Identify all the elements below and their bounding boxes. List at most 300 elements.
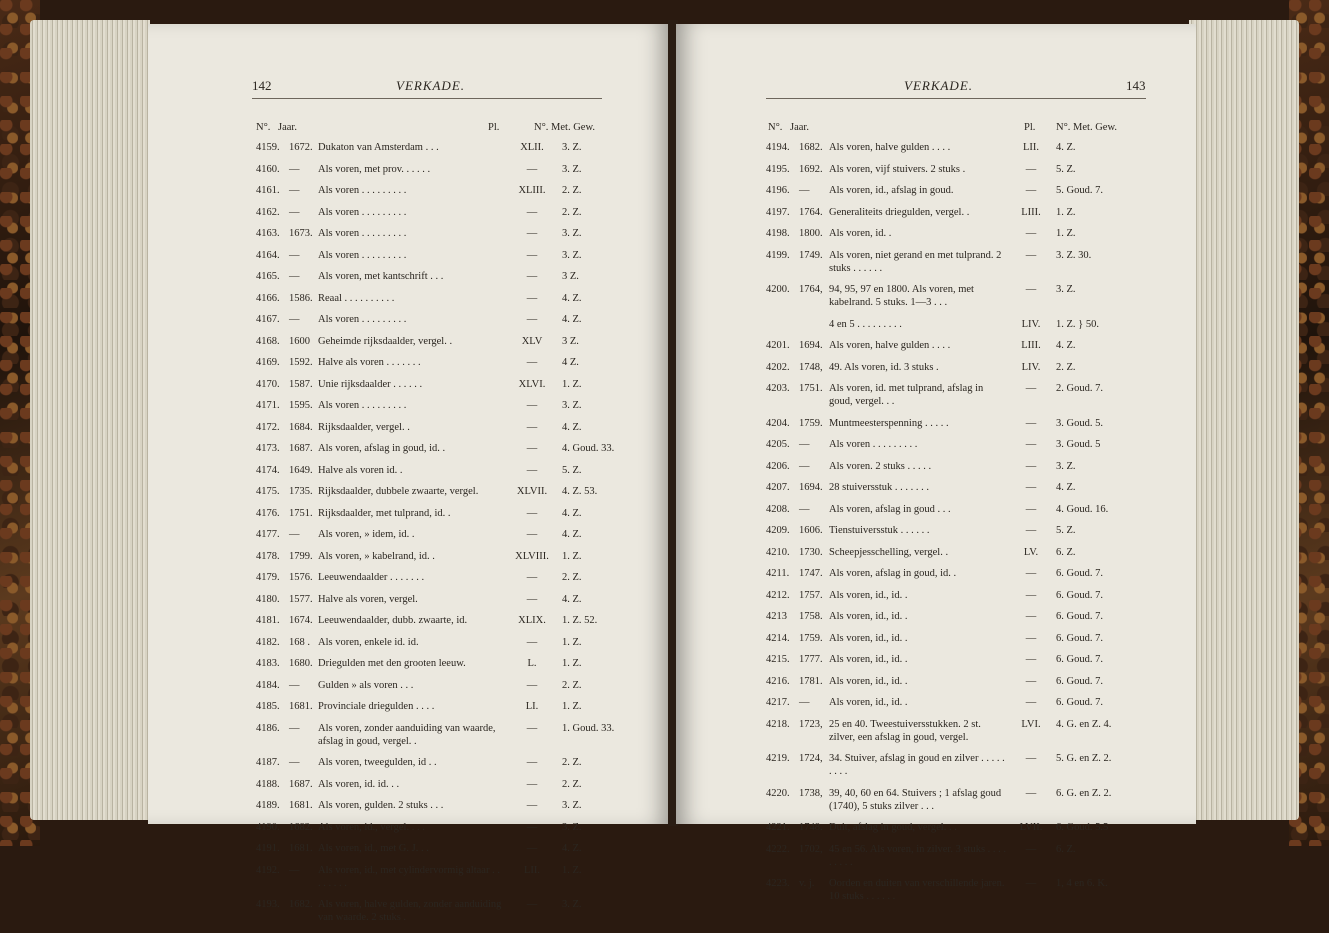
- entry-plate: LII.: [523, 864, 541, 876]
- entry-description: Als voren, » kabelrand, id. .: [318, 550, 435, 562]
- header-no-met-gew: N°. Met. Gew.: [1056, 122, 1117, 133]
- entry-plate: XLV: [521, 335, 543, 347]
- entry-no-metal-weight: 3. Z.: [562, 228, 582, 239]
- entry-no-metal-weight: 4. Z.: [1056, 340, 1076, 351]
- page-number: 143: [1126, 78, 1146, 93]
- entry-description: Als voren, tweegulden, id . .: [318, 757, 437, 768]
- entry-plate: XLVIII.: [515, 550, 549, 562]
- entry-no-metal-weight: 6. Goud. 7.: [1056, 654, 1103, 665]
- entry-number: 4177.: [256, 529, 280, 540]
- entry-number: 4217.: [766, 697, 790, 708]
- catalog-entry: [766, 632, 1146, 645]
- entry-year: —: [289, 757, 300, 768]
- entry-no-metal-weight: 5. Z.: [562, 464, 582, 476]
- entry-year: 1649.: [289, 464, 313, 476]
- entry-description: Oorden en duiten van verschillende jaren. 10 stuks . . . . . .: [829, 878, 1005, 902]
- entry-no-metal-weight: 4. Z.: [562, 421, 582, 433]
- entry-no-metal-weight: 2. Z.: [1056, 361, 1076, 373]
- entry-no-metal-weight: 1. Z. 52.: [562, 615, 598, 626]
- entry-description: Muntmeesterspenning . . . . .: [829, 417, 949, 429]
- entry-number: 4168.: [256, 335, 280, 347]
- entry-description: Als voren, id., id. .: [829, 675, 908, 687]
- entry-year: 1764,: [799, 284, 823, 295]
- catalog-entry: [256, 550, 626, 563]
- entry-no-metal-weight: 1. Z.: [562, 701, 582, 712]
- entry-number: 4211.: [766, 568, 790, 579]
- entry-plate: —: [526, 507, 538, 519]
- entry-plate: —: [526, 778, 538, 790]
- entry-description: Als voren, » idem, id. .: [318, 529, 415, 540]
- entry-description: Leeuwendaalder, dubb. zwaarte, id.: [318, 615, 468, 626]
- entry-plate: —: [1025, 482, 1037, 493]
- page-number: 142: [252, 78, 272, 93]
- catalog-entry: [766, 843, 1146, 869]
- entry-number: 4175.: [256, 486, 280, 497]
- entry-description: Als voren, id., id. .: [829, 632, 908, 644]
- entry-number: 4186.: [256, 722, 280, 734]
- entry-year: 1687.: [289, 443, 313, 454]
- entry-no-metal-weight: 1. Z.: [562, 550, 582, 562]
- entry-plate: —: [526, 757, 538, 768]
- entry-plate: —: [526, 800, 538, 811]
- entry-year: 1723,: [799, 718, 823, 730]
- entry-no-metal-weight: 3. Z.: [562, 249, 582, 261]
- entry-no-metal-weight: 4. G. en Z. 4.: [1056, 718, 1112, 730]
- entry-no-metal-weight: 6. Z.: [1056, 546, 1076, 558]
- catalog-entry: [256, 756, 626, 769]
- header-pl: Pl.: [488, 122, 500, 133]
- entry-description: Als voren, id., afslag in goud.: [829, 185, 954, 196]
- entry-description: Halve als voren . . . . . . .: [318, 357, 421, 368]
- entry-no-metal-weight: 4. Z.: [562, 314, 582, 325]
- catalog-entry: [766, 718, 1146, 744]
- entry-year: 1748.: [799, 822, 823, 833]
- entry-plate: LV.: [1023, 546, 1039, 558]
- entry-year: 1682.: [289, 821, 313, 833]
- entry-description: Als voren, id., id. .: [829, 589, 908, 601]
- entry-description: 34. Stuiver, afslag in goud en zilver . . . . . . . . .: [829, 753, 1005, 777]
- entry-description: Als voren. 2 stuks . . . . .: [829, 460, 932, 472]
- entry-plate: —: [1025, 654, 1037, 665]
- entry-no-metal-weight: 1. Z.: [562, 378, 582, 390]
- entry-no-metal-weight: 6. Goud. 7.: [1056, 697, 1103, 708]
- catalog-entry: [256, 378, 626, 391]
- entry-number: 4165.: [256, 271, 280, 282]
- entry-description: Als voren, id., met cylindervormig altaar . . . . . . . .: [318, 864, 500, 889]
- entry-year: 1748,: [799, 361, 823, 373]
- entry-number: 4159.: [256, 142, 280, 153]
- catalog-entry: [256, 507, 626, 520]
- entry-plate: LIV.: [1021, 318, 1041, 330]
- catalog-entry: [256, 679, 626, 692]
- entry-no-metal-weight: 2. Z.: [562, 778, 582, 790]
- entry-plate: —: [526, 206, 538, 218]
- entry-number: 4215.: [766, 654, 790, 665]
- catalog-entry: [766, 460, 1146, 473]
- entry-year: 1673.: [289, 228, 313, 239]
- entry-description: Als voren, id., vergel. . . .: [318, 821, 425, 833]
- entry-no-metal-weight: 6. Goud. 7.: [1056, 589, 1103, 601]
- entry-year: 1777.: [799, 654, 823, 665]
- entry-plate: XLIII.: [518, 185, 546, 196]
- header-year: Jaar.: [790, 122, 809, 133]
- entry-no-metal-weight: 2. Z.: [562, 679, 582, 691]
- entry-number: 4166.: [256, 292, 280, 304]
- catalog-entry: [766, 417, 1146, 430]
- entry-plate: LI.: [525, 701, 539, 712]
- catalog-entry: [256, 464, 626, 477]
- entry-number: 4184.: [256, 679, 280, 691]
- catalog-entry: [766, 653, 1146, 666]
- entry-no-metal-weight: 3. Z. 30.: [1056, 249, 1092, 261]
- entry-number: 4212.: [766, 589, 790, 601]
- entry-no-metal-weight: 1. Z.: [562, 658, 582, 669]
- catalog-entry: [766, 589, 1146, 602]
- catalog-entry: [766, 752, 1146, 778]
- entry-number: 4193.: [256, 899, 280, 910]
- catalog-entry: [766, 610, 1146, 623]
- entry-plate: —: [526, 292, 538, 304]
- entry-plate: —: [1025, 439, 1037, 450]
- header-year: Jaar.: [278, 122, 297, 133]
- catalog-entry: [256, 485, 626, 498]
- entry-year: —: [289, 314, 300, 325]
- entry-plate: —: [526, 464, 538, 476]
- page-edges-right: [1189, 20, 1299, 820]
- catalog-entry: [766, 503, 1146, 516]
- entry-number: 4219.: [766, 753, 790, 764]
- entry-year: 1757.: [799, 589, 823, 601]
- running-head: VERKADE.: [904, 78, 974, 93]
- catalog-entry: [256, 421, 626, 434]
- entry-number: 4182.: [256, 636, 280, 648]
- entry-number: 4198.: [766, 228, 790, 239]
- entry-description: Generaliteits driegulden, vergel. .: [829, 206, 970, 218]
- catalog-entry: [766, 361, 1146, 374]
- entry-number: 4162.: [256, 206, 280, 218]
- entry-no-metal-weight: 2. Z.: [562, 206, 582, 218]
- entry-description: Rijksdaalder, met tulprand, id. .: [318, 507, 451, 519]
- right-page: [676, 24, 1196, 902]
- entry-number: 4213: [766, 611, 787, 622]
- entry-year: 1730.: [799, 546, 823, 558]
- left-page: [148, 24, 670, 923]
- catalog-entry: [256, 778, 626, 791]
- catalog-entry: [766, 339, 1146, 352]
- running-head: VERKADE.: [396, 78, 466, 93]
- entry-plate: LII.: [1022, 142, 1040, 153]
- entry-year: 1606.: [799, 525, 823, 536]
- catalog-entry: [256, 442, 626, 455]
- entry-no-metal-weight: 3. Z.: [1056, 284, 1076, 295]
- entry-description: Halve als voren id. .: [318, 464, 403, 476]
- entry-description: Reaal . . . . . . . . . .: [318, 292, 395, 304]
- header-no-met-gew: N°. Met. Gew.: [534, 122, 595, 133]
- entry-plate: —: [1025, 675, 1037, 687]
- entry-plate: LVI.: [1021, 718, 1041, 730]
- entry-no-metal-weight: 4. Z.: [562, 843, 582, 854]
- entry-number: 4172.: [256, 421, 280, 433]
- entry-number: 4214.: [766, 632, 790, 644]
- entry-year: 1682.: [289, 899, 313, 910]
- entry-year: 1681.: [289, 843, 313, 854]
- entry-year: 1592.: [289, 357, 313, 368]
- entry-plate: —: [526, 722, 538, 734]
- entry-no-metal-weight: 3. Z.: [562, 400, 582, 411]
- entry-description: Als voren, id., id. .: [829, 611, 908, 622]
- column-headers: [256, 122, 616, 136]
- entry-plate: —: [526, 228, 538, 239]
- entry-number: 4183.: [256, 658, 280, 669]
- entry-no-metal-weight: 1. Z.: [1056, 206, 1076, 218]
- catalog-entry: [766, 787, 1146, 813]
- entry-number: 4161.: [256, 185, 280, 196]
- entry-year: 1702,: [799, 843, 823, 855]
- entry-number: 4202.: [766, 361, 790, 373]
- entry-plate: —: [1025, 589, 1037, 601]
- entry-year: 1751.: [289, 507, 313, 519]
- entry-year: —: [799, 185, 810, 196]
- entry-description: Als voren . . . . . . . . .: [318, 314, 407, 325]
- entry-no-metal-weight: 2. Z.: [562, 185, 582, 196]
- entry-year: —: [289, 722, 300, 734]
- entry-no-metal-weight: 6. Z.: [1056, 843, 1076, 855]
- entry-list: [766, 141, 1146, 912]
- catalog-entry: [256, 657, 626, 670]
- entry-number: 4205.: [766, 439, 790, 450]
- entry-description: Als voren . . . . . . . . .: [318, 206, 407, 218]
- entry-plate: L.: [527, 658, 537, 669]
- entry-description: Als voren, vijf stuivers. 2 stuks .: [829, 163, 966, 175]
- entry-no-metal-weight: 2. Z.: [562, 757, 582, 768]
- entry-no-metal-weight: 3 Z.: [562, 271, 579, 282]
- entry-plate: —: [1025, 228, 1037, 239]
- entry-description: Als voren, halve gulden . . . .: [829, 340, 951, 351]
- catalog-entry: [766, 382, 1146, 408]
- entry-no-metal-weight: 1, 4 en 6. K.: [1056, 878, 1108, 889]
- entry-description: Als voren, enkele id. id.: [318, 636, 419, 648]
- entry-plate: —: [526, 679, 538, 691]
- entry-year: 1738,: [799, 787, 823, 799]
- entry-plate: —: [526, 249, 538, 261]
- entry-description: Als voren, id., id. .: [829, 654, 908, 665]
- catalog-entry: [256, 313, 626, 326]
- entry-number: 4169.: [256, 357, 280, 368]
- entry-number: 4188.: [256, 778, 280, 790]
- entry-description: Provinciale driegulden . . . .: [318, 701, 435, 712]
- entry-no-metal-weight: 5. Z.: [1056, 525, 1076, 536]
- catalog-entry: [256, 335, 626, 348]
- entry-description: Tienstuiversstuk . . . . . .: [829, 525, 930, 536]
- entry-plate: —: [526, 443, 538, 454]
- catalog-entry: [256, 399, 626, 412]
- entry-number: 4164.: [256, 249, 280, 261]
- catalog-entry: [766, 821, 1146, 834]
- entry-plate: —: [1025, 185, 1037, 196]
- entry-plate: —: [1025, 284, 1037, 295]
- entry-no-metal-weight: 1. Z.: [562, 864, 582, 876]
- entry-no-metal-weight: 4. Z.: [1056, 482, 1076, 493]
- catalog-entry: [256, 571, 626, 584]
- entry-number: 4189.: [256, 800, 280, 811]
- entry-description: Geheimde rijksdaalder, vergel. .: [318, 335, 453, 347]
- entry-description: Gulden » als voren . . .: [318, 679, 414, 691]
- entry-number: 4207.: [766, 482, 790, 493]
- entry-no-metal-weight: 1. Z. } 50.: [1056, 318, 1099, 330]
- catalog-entry: [766, 481, 1146, 494]
- entry-plate: —: [1025, 697, 1037, 708]
- entry-description: Als voren, afslag in goud, id. .: [318, 443, 446, 454]
- head-rule: [766, 98, 1146, 99]
- entry-year: 1600: [289, 335, 310, 347]
- catalog-entry: [256, 270, 626, 283]
- entry-number: 4218.: [766, 718, 790, 730]
- entry-no-metal-weight: 3. Z.: [562, 142, 582, 153]
- entry-plate: —: [1025, 843, 1037, 855]
- entry-no-metal-weight: 4. Z.: [562, 292, 582, 304]
- header-pl: Pl.: [1024, 122, 1036, 133]
- entry-description: Als voren, id., id. .: [829, 697, 908, 708]
- entry-plate: LIV.: [1021, 361, 1041, 373]
- entry-number: 4204.: [766, 417, 790, 429]
- catalog-entry: [256, 356, 626, 369]
- entry-plate: —: [1025, 249, 1037, 261]
- entry-description: Als voren, id., met G. J. . .: [318, 843, 429, 854]
- entry-description: Als voren . . . . . . . . .: [318, 185, 407, 196]
- entry-description: Als voren . . . . . . . . .: [318, 228, 407, 239]
- entry-plate: —: [526, 899, 538, 910]
- entry-number: 4208.: [766, 503, 790, 515]
- entry-year: 1576.: [289, 572, 313, 583]
- catalog-entry: [766, 438, 1146, 451]
- entry-no-metal-weight: 5. Z.: [1056, 163, 1076, 175]
- entry-description: Leeuwendaalder . . . . . . .: [318, 572, 425, 583]
- entry-no-metal-weight: 2. Z.: [562, 572, 582, 583]
- entry-description: 28 stuiversstuk . . . . . . .: [829, 482, 930, 493]
- entry-year: 1680.: [289, 658, 313, 669]
- entry-year: 1595.: [289, 400, 313, 411]
- entry-no-metal-weight: 4. Goud. 16.: [1056, 503, 1109, 515]
- entry-number: 4191.: [256, 843, 280, 854]
- entry-no-metal-weight: 6. Goud. 7.: [1056, 568, 1103, 579]
- entry-no-metal-weight: 2. Goud. 7.: [1056, 383, 1103, 394]
- catalog-entry: [256, 614, 626, 627]
- entry-number: 4222.: [766, 843, 790, 855]
- entry-no-metal-weight: 3. Z.: [562, 163, 582, 175]
- entry-plate: LIII.: [1021, 340, 1041, 351]
- entry-year: —: [289, 163, 300, 175]
- entry-list: [256, 141, 626, 933]
- head-rule: [252, 98, 602, 99]
- catalog-entry: [256, 700, 626, 713]
- entry-description: Als voren, id. .: [829, 228, 892, 239]
- entry-description: Dukaton van Amsterdam . . .: [318, 142, 439, 153]
- entry-number: 4171.: [256, 400, 280, 411]
- entry-year: 1759.: [799, 417, 823, 429]
- entry-description: Als voren, id. id. . .: [318, 778, 400, 790]
- entry-description: 94, 95, 97 en 1800. Als voren, met kabelrand. 5 stuks. 1—3 . . .: [829, 284, 974, 308]
- entry-description: Als voren, gulden. 2 stuks . . .: [318, 800, 444, 811]
- entry-number: 4195.: [766, 163, 790, 175]
- entry-plate: —: [526, 821, 538, 833]
- entry-no-metal-weight: 3. Goud. 5: [1056, 439, 1101, 450]
- entry-no-metal-weight: 5. Goud. 7.: [1056, 185, 1103, 196]
- entry-no-metal-weight: 4. Z.: [562, 529, 582, 540]
- catalog-entry: [766, 524, 1146, 537]
- entry-plate: —: [526, 271, 538, 282]
- entry-no-metal-weight: 5. G. en Z. 2.: [1056, 753, 1112, 764]
- entry-year: 1684.: [289, 421, 313, 433]
- entry-year: —: [799, 503, 810, 515]
- entry-description: Unie rijksdaalder . . . . . .: [318, 378, 423, 390]
- entry-number: 4221.: [766, 822, 790, 833]
- entry-no-metal-weight: 1. Goud. 33.: [562, 722, 615, 734]
- entry-number: 4210.: [766, 546, 790, 558]
- entry-description: Als voren, zonder aanduiding van waarde, afslag in goud, vergel. .: [318, 722, 496, 747]
- entry-no-metal-weight: 1. Z.: [562, 636, 582, 648]
- catalog-entry: [766, 696, 1146, 709]
- entry-plate: —: [526, 529, 538, 540]
- entry-year: 1724,: [799, 753, 823, 764]
- entry-no-metal-weight: 4. Z.: [1056, 142, 1076, 153]
- entry-description: Als voren, met kantschrift . . .: [318, 271, 444, 282]
- entry-year: —: [289, 679, 300, 691]
- catalog-entry: [766, 163, 1146, 176]
- entry-year: —: [289, 529, 300, 540]
- entry-no-metal-weight: 3. Goud. 5.: [1056, 417, 1103, 429]
- catalog-entry: [256, 227, 626, 240]
- entry-number: 4179.: [256, 572, 280, 583]
- entry-plate: —: [526, 593, 538, 605]
- catalog-entry: [256, 206, 626, 219]
- catalog-entry: [256, 799, 626, 812]
- entry-number: 4196.: [766, 185, 790, 196]
- entry-no-metal-weight: 3. Z.: [562, 821, 582, 833]
- catalog-entry: [766, 206, 1146, 219]
- entry-plate: XLIX.: [518, 615, 546, 626]
- catalog-entry: [256, 292, 626, 305]
- entry-number: 4190.: [256, 821, 280, 833]
- entry-number: 4180.: [256, 593, 280, 605]
- entry-plate: —: [526, 314, 538, 325]
- entry-plate: —: [1025, 503, 1037, 515]
- entry-year: 1672.: [289, 142, 313, 153]
- entry-year: —: [289, 185, 300, 196]
- header-no: N°.: [768, 122, 783, 133]
- entry-number: 4192.: [256, 864, 280, 876]
- entry-year: 1751.: [799, 383, 823, 394]
- entry-year: —: [289, 864, 300, 876]
- catalog-entry: [256, 636, 626, 649]
- entry-year: 1681.: [289, 701, 313, 712]
- entry-description: Als voren, met prov. . . . . .: [318, 163, 431, 175]
- entry-year: 1749.: [799, 249, 823, 261]
- entry-number: 4200.: [766, 284, 790, 295]
- column-headers: [768, 122, 1148, 136]
- entry-plate: —: [1025, 568, 1037, 579]
- entry-no-metal-weight: 6. Goud. 7.: [1056, 632, 1103, 644]
- entry-no-metal-weight: 1. Z.: [1056, 228, 1076, 239]
- entry-year: —: [799, 460, 810, 472]
- entry-number: 4223.: [766, 878, 790, 889]
- entry-number: 4199.: [766, 249, 790, 261]
- entry-number: 4185.: [256, 701, 280, 712]
- entry-description: Als voren . . . . . . . . .: [829, 439, 918, 450]
- entry-year: —: [289, 206, 300, 218]
- entry-plate: —: [1025, 611, 1037, 622]
- catalog-entry: [766, 567, 1146, 580]
- entry-no-metal-weight: 4. Z. 53.: [562, 486, 598, 497]
